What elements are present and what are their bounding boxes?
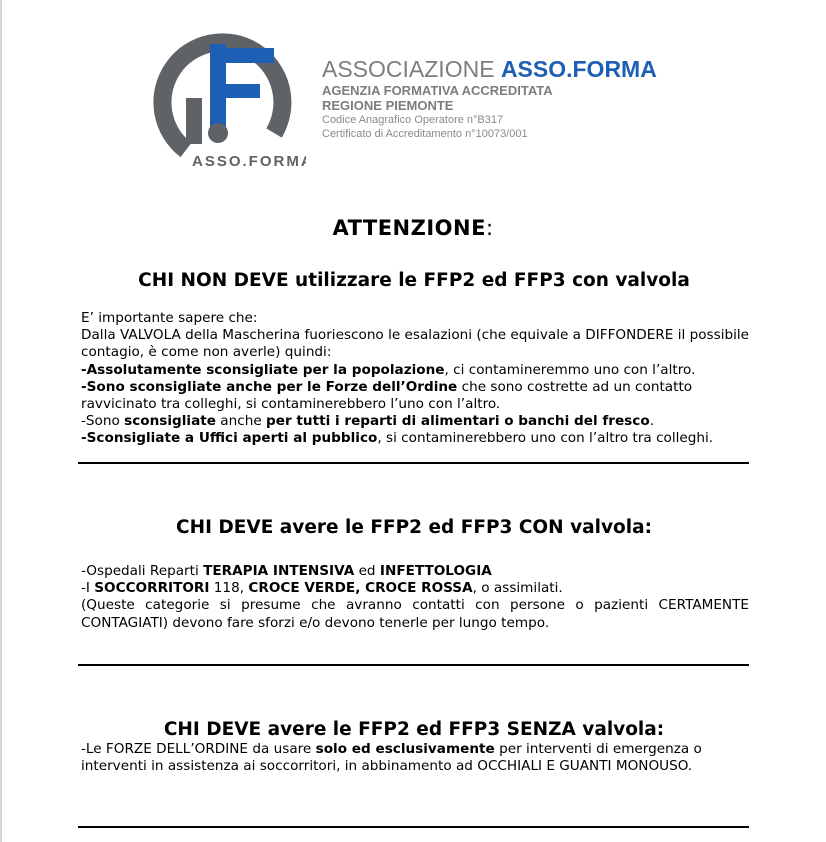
logo-text: ASSO.FORMA: [192, 153, 306, 168]
bullet-2-bold: -Sono sconsigliate anche per le Forze dell’Ordine: [81, 378, 458, 395]
s3-rest: per interventi di emergenza o interventi in assistenza ai soccorritori, in abbinamento ad OCCHIALI E GUANTI MONOUSO.: [81, 741, 702, 775]
section2-heading: CHI DEVE avere le FFP2 ed FFP3 CON valvola:: [176, 517, 652, 538]
bullet-3-end: .: [649, 413, 655, 430]
divider-1: [78, 462, 749, 464]
s2-line-1-bold-2: INFETTOLOGIA: [379, 563, 492, 579]
title-text: ATTENZIONE: [332, 216, 486, 240]
bullet-3-bold-2: per tutti i reparti di alimentari o banchi del fresco: [266, 413, 650, 430]
org-line-3: Codice Anagrafico Operatore n°B317: [322, 114, 504, 126]
section2-line-1: [81, 563, 749, 580]
section3-para: [81, 741, 749, 775]
section2-para: (Queste categorie si presume che avranno contatti con persone o pazienti CERTAMENTE CONTAGIATI) devono fare sforzi e/o devono tenerle per lungo tempo.: [81, 597, 749, 631]
section1-bullet-3: [81, 413, 749, 430]
bullet-3-mid: anche: [215, 413, 267, 430]
title-colon: :: [485, 216, 494, 240]
section1-para: Dalla VALVOLA della Mascherina fuoriescono le esalazioni (che equivale a DIFFONDERE il possibile contagio, è come non averle) quindi:: [81, 327, 750, 361]
s3-bold: solo ed esclusivamente: [315, 741, 495, 757]
page-title: [0, 216, 826, 240]
org-brand: ASSO.FORMA: [500, 56, 657, 82]
section1-bullet-2: [81, 379, 749, 413]
bullet-1-bold: -Assolutamente sconsigliate per la popolazione: [81, 361, 445, 378]
section2-body: [81, 563, 749, 632]
bullet-3-pre: -Sono: [81, 413, 125, 430]
org-line-4: Certificato di Accreditamento n°10073/001: [322, 128, 528, 140]
section3-body: [81, 741, 749, 775]
section1-heading-rest: utilizzare le FFP2 ed FFP3 con valvola: [288, 270, 690, 291]
section1-intro: E’ importante sapere che:: [81, 310, 258, 326]
org-block: [322, 56, 657, 141]
section1-body: [81, 310, 749, 448]
page-edge: [0, 0, 2, 842]
s3-pre: -Le FORZE DELL’ORDINE da usare: [81, 741, 316, 757]
asso-forma-logo: [146, 28, 306, 168]
s2-line-2-mid: 118,: [209, 580, 249, 597]
s2-line-2-bold-2: CROCE VERDE, CROCE ROSSA: [248, 580, 473, 597]
section1-bullet-1: [81, 362, 749, 379]
org-line-2: REGIONE PIEMONTE: [322, 98, 454, 113]
org-name: [322, 56, 657, 83]
s2-line-1-mid: ed: [354, 563, 380, 579]
s2-line-1-pre: -Ospedali Reparti: [81, 563, 204, 579]
bullet-4-bold: -Sconsigliate a Uffici aperti al pubblico: [81, 430, 378, 447]
section1-heading-bold: CHI NON DEVE: [138, 270, 289, 291]
divider-2: [78, 664, 749, 666]
section1-bullet-4: [81, 430, 749, 447]
s2-line-2-pre: -I: [81, 580, 95, 597]
s2-line-2-end: , o assimilati.: [472, 580, 563, 597]
s2-line-1-bold-1: TERAPIA INTENSIVA: [203, 563, 355, 579]
bullet-4-rest: , si contaminerebbero uno con l’altro tra colleghi.: [377, 430, 714, 447]
divider-3: [78, 826, 749, 828]
org-line-1: AGENZIA FORMATIVA ACCREDITATA: [322, 83, 553, 98]
org-prefix: ASSOCIAZIONE: [322, 56, 501, 82]
section3-heading: CHI DEVE avere le FFP2 ed FFP3 SENZA valvola:: [163, 719, 665, 740]
bullet-3-bold-1: sconsigliate: [124, 413, 216, 430]
section1-heading: [0, 270, 826, 291]
section2-line-2: [81, 580, 749, 597]
s2-line-2-bold-1: SOCCORRITORI: [94, 580, 210, 597]
bullet-2-rest: che sono costrette ad un contatto ravvicinato tra colleghi, si contaminerebbero l’uno con l’altro.: [81, 378, 693, 413]
bullet-1-rest: , ci contamineremmo uno con l’altro.: [444, 361, 696, 378]
